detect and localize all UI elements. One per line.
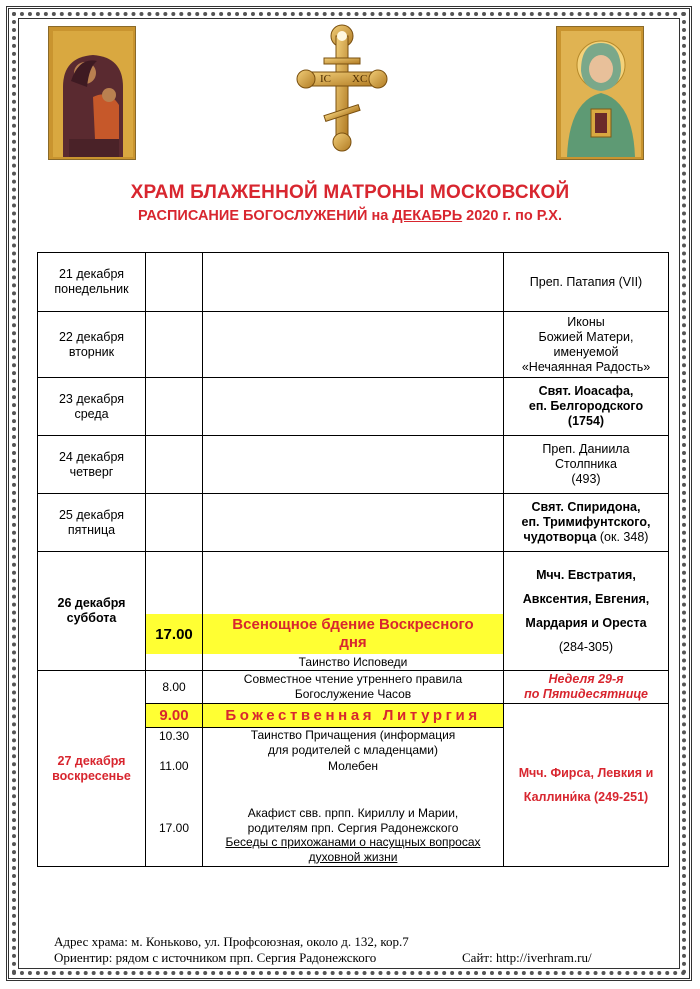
sunday-time-3: 11.00 (159, 758, 189, 773)
date-cell-saturday: 26 декабря суббота (57, 596, 126, 625)
date-cell: 21 декабря понедельник (54, 267, 129, 296)
footer-site-link[interactable]: Сайт: http://iverhram.ru/ (462, 950, 592, 965)
sunday-time-2: 10.30 (158, 728, 190, 743)
saint-cell: Иконы Божией Матери, именуемой «Нечаянная Радость» (521, 314, 651, 374)
date-cell: 23 декабря среда (58, 391, 125, 421)
schedule-subtitle: РАСПИСАНИЕ БОГОСЛУЖЕНИЙ на ДЕКАБРЬ 2020 г. по Р.Х. (138, 208, 562, 224)
saturday-service-sub: Таинство Исповеди (298, 654, 408, 669)
saturday-service: Всенощное бдение Воскресного дня (203, 614, 503, 654)
sunday-item-0: Совместное чтение утреннего правила Богослужение Часов (243, 672, 463, 701)
church-title: ХРАМ БЛАЖЕННОЙ МАТРОНЫ МОСКОВСКОЙ (130, 182, 570, 203)
footer-landmark: Ориентир: рядом с источником прп. Сергия Радонежского (54, 950, 377, 965)
svg-text:IC: IC (320, 73, 331, 85)
date-cell: 24 декабря четверг (58, 449, 125, 479)
saint-cell: Преп. Даниила Столпника (493) (542, 442, 630, 486)
saint-cell: Свят. Спиридона, еп. Тримифунтского, чудотворца (ок. 348) (521, 500, 651, 544)
svg-text:XC: XC (352, 73, 368, 85)
saint-cell-sunday: Мчч. Фирса, Левкия и Каллини́ка (249-251) (518, 766, 654, 804)
saint-cell: Свят. Иоасафа, еп. Белгородского (1754) (528, 384, 644, 428)
sunday-item-4: Акафист свв. прпп. Кириллу и Марии, родителям прп. Сергия Радонежского Беседы с прихожанами о насущных вопросах духовной жизни (225, 806, 481, 864)
saturday-time: 17.00 (146, 614, 202, 654)
date-cell-sunday: 27 декабря воскресенье (52, 753, 131, 783)
sunday-item-1: Божественная Литургия (203, 704, 503, 727)
footer-address: Адрес храма: м. Коньково, ул. Профсоюзная, около д. 132, кор.7 (54, 934, 409, 949)
sunday-item-2: Таинство Причащения (информация для родителей с младенцами) (250, 728, 456, 757)
saint-cell: Преп. Патапия (VII) (529, 274, 643, 289)
sunday-time-1: 9.00 (146, 704, 202, 727)
date-cell: 25 декабря пятница (58, 507, 125, 537)
theotokos-icon (48, 26, 136, 160)
saint-matrona-icon (556, 26, 644, 160)
date-cell: 22 декабря вторник (58, 329, 125, 359)
saint-cell-saturday: Мчч. Евстратия, Авксентия, Евгения, Мардария и Ореста (284-305) (522, 568, 650, 654)
orthodox-cross-icon (296, 22, 388, 152)
sunday-item-3: Молебен (327, 758, 379, 773)
sunday-time-4: 17.00 (158, 820, 190, 835)
week-note: Неделя 29-я по Пятидесятнице (524, 672, 648, 701)
sunday-time-0: 8.00 (162, 679, 186, 694)
